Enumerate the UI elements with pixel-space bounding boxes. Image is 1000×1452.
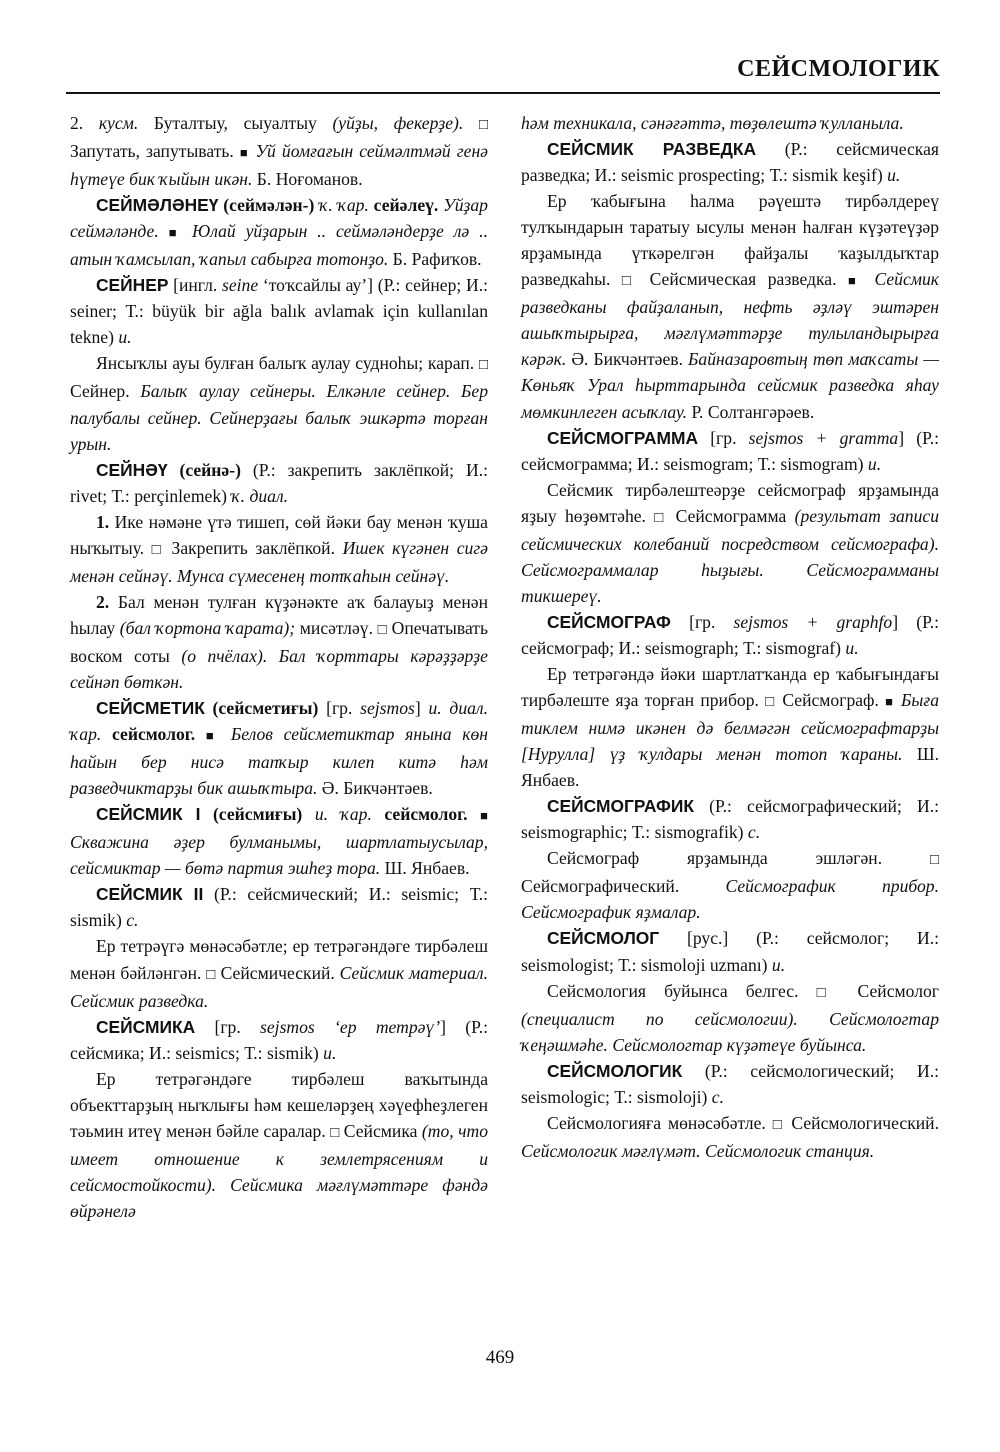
entry-italic: и. bbox=[845, 637, 859, 658]
example-marker-icon bbox=[206, 724, 220, 744]
entry-italic: Байназаровтың төп маҡсаты — Көньяҡ Урал һырттарында сейсмик разведка яһау мөмкинлеген асыҡлау. bbox=[521, 349, 939, 422]
entry-italic: (результат записи сейсмических колебаний посредством сейсмографа). Сейсмограммалар һыҙығы. Сейсмограмманы тикшереү. bbox=[521, 505, 940, 606]
entry-text: Сейсмика bbox=[339, 1120, 422, 1141]
russian-marker-icon bbox=[479, 353, 488, 373]
entry-text: Закрепить заклёпкой. bbox=[163, 537, 343, 558]
entry-italic: sejsmos + graphfo bbox=[733, 611, 893, 632]
entry-bold: (сейсмиғы) bbox=[200, 804, 315, 825]
dictionary-paragraph bbox=[70, 272, 488, 350]
entry-italic: sejsmos + gramma bbox=[748, 427, 899, 448]
headword: СЕЙСМИК I bbox=[96, 804, 201, 825]
headword: СЕЙСМИКА bbox=[96, 1016, 196, 1037]
russian-marker-icon bbox=[206, 963, 216, 983]
entry-text bbox=[182, 221, 192, 241]
entry-bold: (сейсметиғы) bbox=[204, 698, 319, 719]
russian-marker-icon bbox=[773, 1113, 785, 1133]
entry-italic: Ишек күгәнен сигә менән сейнәү. Мунса сүмесенең тотҡаһын сейнәү. bbox=[70, 537, 488, 586]
entry-italic: (уйҙы, фекерҙе). bbox=[332, 113, 464, 133]
dictionary-paragraph bbox=[70, 1066, 488, 1224]
entry-text bbox=[195, 724, 206, 744]
russian-marker-icon bbox=[330, 1121, 339, 1141]
entry-text: Ер тетрәгәндә йәки шартлатҡанда ер ҡабығындағы тирбәлеште яҙа торған прибор. bbox=[521, 663, 939, 711]
entry-text: [гр. bbox=[698, 427, 749, 448]
entry-text: Ә. Бикчәнтәев. bbox=[566, 349, 689, 370]
dictionary-paragraph bbox=[521, 661, 939, 793]
headword: СЕЙСМОГРАММА bbox=[547, 427, 699, 448]
entry-italic: Сейсмографик прибор. Сейсмографик яҙмалар. bbox=[521, 876, 939, 923]
entry-bold: (сеймәлән-) bbox=[218, 195, 320, 216]
headword: СЕЙМӘЛӘНЕҮ bbox=[96, 195, 219, 216]
entry-text: [гр. bbox=[195, 1016, 261, 1037]
entry-italic: с. bbox=[711, 1086, 725, 1107]
dictionary-paragraph bbox=[70, 881, 488, 933]
entry-italic: sejsmos bbox=[360, 698, 415, 719]
entry-text: 2. bbox=[70, 113, 99, 133]
dictionary-paragraph bbox=[521, 110, 939, 136]
dictionary-paragraph bbox=[521, 188, 939, 424]
entry-text: Бал менән тулған күҙәнәкте аҡ балауыҙ менән һылау bbox=[70, 591, 488, 638]
entry-text: Сейсмограф. bbox=[776, 690, 886, 711]
entry-text: Ш. Янбаев. bbox=[380, 858, 470, 879]
entry-text: ] (Р.: сейсмограф; И.: seismograph; Т.: sismograf) bbox=[521, 611, 939, 658]
entry-text: Ә. Бикчәнтәев. bbox=[317, 778, 433, 799]
entry-italic: с. bbox=[747, 822, 761, 843]
russian-marker-icon bbox=[765, 690, 776, 710]
dictionary-paragraph bbox=[70, 933, 488, 1013]
entry-text: (Р.: сейсмологический; И.: seismologic; Т.: sismoloji) bbox=[521, 1060, 939, 1107]
entry-italic: и. bbox=[771, 954, 786, 975]
entry-text bbox=[468, 804, 481, 824]
entry-text: мисәтләү. bbox=[295, 617, 378, 638]
entry-italic: (бал ҡортона ҡарата); bbox=[119, 617, 296, 638]
dictionary-paragraph bbox=[70, 457, 488, 509]
entry-italic: Быға тиклем нимә икәнен дә белмәгән сейсмографтарҙы [Нурулла] үҙ ҡулдары менән тотоп ҡараны. bbox=[521, 690, 940, 765]
dictionary-paragraph bbox=[70, 801, 488, 881]
running-head: СЕЙСМОЛОГИК bbox=[737, 56, 940, 82]
entry-text: Сейсмологический. bbox=[784, 1112, 939, 1133]
dictionary-paragraph bbox=[70, 589, 488, 695]
entry-text bbox=[220, 724, 231, 744]
russian-marker-icon bbox=[930, 848, 939, 868]
example-marker-icon bbox=[480, 804, 488, 824]
dictionary-paragraph bbox=[70, 695, 488, 801]
example-marker-icon bbox=[848, 269, 863, 289]
entry-italic: sejsmos ‘ер тетрәү’ bbox=[260, 1016, 441, 1037]
entry-bold: сейсмолог. bbox=[371, 804, 468, 825]
entry-text: Сейсмологияға мөнәсәбәтле. bbox=[547, 1112, 773, 1133]
entry-text: ] (Р.: сейсмограмма; И.: seismogram; Т.: sismogram) bbox=[521, 427, 939, 474]
page-number: 469 bbox=[485, 1347, 515, 1368]
entry-italic: Сейсмологик мәғлүмәт. Сейсмологик станция. bbox=[521, 1140, 875, 1161]
entry-bold: сейәлеү. bbox=[368, 195, 439, 216]
entry-italic: и. bbox=[867, 453, 882, 474]
dictionary-paragraph bbox=[70, 1014, 488, 1066]
entry-italic: и. bbox=[887, 165, 901, 186]
entry-text bbox=[863, 269, 875, 289]
entry-text: Запутать, запутывать. bbox=[70, 141, 240, 162]
entry-text bbox=[463, 113, 479, 133]
entry-italic: Балыҡ аулау сейнеры. Елкәнле сейнер. Бер палубалы сейнер. Сейнерҙағы балыҡ эшкәртә торған урын. bbox=[70, 381, 488, 454]
entry-italic: ҡ. диал. bbox=[231, 485, 289, 506]
entry-italic: Уй йомғағын сеймәлтмәй генә һүтеүе бик ҡыйын икән. bbox=[70, 141, 488, 190]
entry-italic: и. диал. ҡар. bbox=[70, 698, 488, 745]
entry-italic: кусм. bbox=[98, 113, 139, 133]
entry-italic: Юлай уйҙарын .. сеймәләндерҙе лә .. атын ҡамсылап, ҡапыл сабырға тотонҙо. bbox=[70, 221, 488, 270]
entry-text: ‘тоҡсайлы ау’] (Р.: сейнер; И.: seiner; Т.: büyük bir ağla balık avlamak için kullanılan tekne) bbox=[70, 275, 488, 348]
entry-text: Б. Ноғоманов. bbox=[252, 169, 363, 190]
entry-italic: и. ҡар. bbox=[314, 804, 372, 825]
entry-text bbox=[159, 221, 169, 241]
entry-bold: (сейнә-) bbox=[167, 459, 241, 480]
entry-text: [ингл. bbox=[168, 275, 222, 296]
entry-italic: и. bbox=[118, 327, 132, 348]
dictionary-paragraph bbox=[521, 925, 939, 977]
dictionary-paragraph bbox=[70, 509, 488, 589]
entry-text: Сейсмический. bbox=[215, 962, 340, 983]
entry-italic: Сейсмик материал. Сейсмик разведка. bbox=[70, 962, 488, 1011]
headword: СЕЙНӘҮ bbox=[96, 459, 168, 480]
example-marker-icon bbox=[885, 690, 895, 710]
entry-italic: и. bbox=[323, 1042, 337, 1063]
headword: СЕЙСМОЛОГ bbox=[547, 928, 660, 949]
entry-text: ] bbox=[414, 698, 429, 719]
entry-text: (Р.: сейсмическая разведка; И.: seismic prospecting; Т.: sismik keşif) bbox=[521, 139, 939, 186]
entry-text: (Р.: сейсмический; И.: seismic; Т.: sismik) bbox=[70, 884, 488, 931]
entry-text: [гр. bbox=[670, 611, 734, 632]
entry-text: ] (Р.: сейсмика; И.: seismics; Т.: sismik) bbox=[70, 1016, 488, 1063]
russian-marker-icon bbox=[378, 618, 387, 638]
entry-text: Ер тетрәүгә мөнәсәбәтле; ер тетрәгәндәге тирбәлеш менән бәйләнгән. bbox=[70, 936, 488, 983]
entry-italic: һәм техникала, сәнәғәттә, төҙөлештә ҡулланыла. bbox=[521, 113, 904, 133]
entry-italic: (о пчёлах). Бал ҡорттары кәрәҙҙәрҙе сейнәп бөткән. bbox=[70, 645, 488, 692]
entry-italic: с. bbox=[126, 910, 139, 931]
entry-text: Сейсмограф ярҙамында эшләгән. bbox=[547, 848, 930, 869]
entry-italic: Уйҙар сеймәләнде. bbox=[70, 195, 488, 242]
entry-text: Ш. Янбаев. bbox=[521, 744, 939, 791]
entry-text: (Р.: закрепить заклёпкой; И.: rivet; Т.: perçinlemek) bbox=[70, 459, 488, 506]
headword: СЕЙСМОГРАФ bbox=[547, 611, 671, 632]
dictionary-paragraph bbox=[521, 793, 939, 845]
entry-text: Б. Рафиҡов. bbox=[388, 249, 482, 270]
entry-text: Сейсмолог bbox=[839, 980, 939, 1001]
entry-bold: сейсмолог. bbox=[101, 724, 196, 745]
entry-text: Сейсмографический. bbox=[521, 876, 726, 897]
example-marker-icon bbox=[169, 221, 182, 241]
entry-text: [рус.] (Р.: сейсмолог; И.: seismologist; Т.: sismoloji uzmanı) bbox=[521, 928, 939, 975]
entry-italic: Сейсмик разведканы файҙаланып, нефть әҙләү эштәрен ашыҡтырырға, мәғлүмәттәрҙе тулыландырырға кәрәк. bbox=[521, 269, 940, 370]
entry-bold: 2. bbox=[96, 591, 110, 612]
dictionary-paragraph bbox=[521, 609, 939, 661]
example-marker-icon bbox=[240, 141, 250, 161]
entry-text: Сейсмограмма bbox=[667, 505, 795, 526]
dictionary-paragraph bbox=[521, 978, 939, 1058]
dictionary-paragraph bbox=[70, 350, 488, 456]
headword: СЕЙСМИК II bbox=[96, 884, 204, 905]
entry-bold: 1. bbox=[96, 511, 110, 532]
entry-text: Сейсмик тирбәлештеәрҙе сейсмограф ярҙамында яҙыу һөҙөмтәһе. bbox=[521, 479, 939, 526]
dictionary-paragraph bbox=[521, 845, 939, 925]
entry-italic: (специалист по сейсмологии). Сейсмологтар ҡеңәшмәһе. Сейсмологтар күҙәтеүе буйынса. bbox=[521, 1008, 939, 1055]
entry-text: Ике нәмәне үтә тишеп, сөй йәки бау менән ҡуша ныҡытыу. bbox=[70, 511, 488, 558]
entry-text: Буталтыу, сыуалтыу bbox=[138, 113, 333, 133]
dictionary-paragraph bbox=[521, 136, 939, 188]
entry-italic: (то, что имеет отношение к землетрясениям и сейсмостойкости). Сейсмика мәғлүмәттәре фәндә өйрәнелә bbox=[70, 1120, 489, 1221]
headword: СЕЙНЕР bbox=[96, 275, 169, 296]
russian-marker-icon bbox=[152, 538, 164, 558]
headword: СЕЙСМОЛОГИК bbox=[547, 1060, 683, 1081]
dictionary-paragraph bbox=[521, 1058, 939, 1110]
headword: СЕЙСМОГРАФИК bbox=[547, 796, 695, 817]
entry-text: Опечатывать воском соты bbox=[70, 617, 489, 666]
entry-italic: Белов сейсметиктар янына көн һайын бер нисә тапҡыр килеп китә һәм разведчиктарҙы бик ашыҡтыра. bbox=[70, 724, 488, 799]
left-column bbox=[70, 110, 488, 1224]
headword: СЕЙСМИК РАЗВЕДКА bbox=[547, 139, 757, 160]
page-header bbox=[66, 56, 940, 94]
russian-marker-icon bbox=[479, 113, 488, 133]
right-column bbox=[521, 110, 939, 1164]
entry-italic: seine bbox=[222, 275, 259, 296]
dictionary-paragraph bbox=[70, 110, 488, 192]
entry-text: Сейнер. bbox=[70, 381, 141, 402]
russian-marker-icon bbox=[622, 269, 638, 289]
dictionary-paragraph bbox=[521, 477, 939, 609]
entry-text: Сейсмология буйынса белгес. bbox=[547, 980, 817, 1001]
russian-marker-icon bbox=[654, 506, 667, 526]
headword: СЕЙСМЕТИК bbox=[96, 698, 205, 719]
dictionary-paragraph bbox=[521, 1110, 939, 1164]
dictionary-paragraph bbox=[521, 425, 939, 477]
entry-text: (Р.: сейсмографический; И.: seismographic; Т.: sismografik) bbox=[521, 796, 939, 843]
entry-italic: ҡ. ҡар. bbox=[319, 195, 369, 216]
dictionary-paragraph bbox=[70, 192, 488, 272]
entry-text: Ер тетрәгәндәге тирбәлеш ваҡытында объекттарҙың ныҡлығы һәм кешеләрҙең хәүефһеҙлеген тәьмин итеү менән бәйле саралар. bbox=[70, 1068, 488, 1141]
entry-text: Р. Солтангәрәев. bbox=[687, 401, 815, 422]
entry-text: Янсыҡлы ауы булған балыҡ аулау судноһы; карап. bbox=[96, 353, 479, 374]
entry-italic: Скважина әҙер булманымы, шартлатыусылар, сейсмиктар — бөтә партия эшһеҙ тора. bbox=[70, 832, 488, 879]
entry-text: [гр. bbox=[318, 698, 361, 719]
russian-marker-icon bbox=[817, 981, 840, 1001]
entry-text: Сейсмическая разведка. bbox=[638, 269, 848, 290]
entry-text: Ер ҡабығына һалма рәүештә тирбәлдереү тулҡындарын таратыу ысулы менән һалған күҙәтеүҙәр ярҙамында үткәрелгән файҙалы ҡаҙылдыҡтар разведкаһы. bbox=[521, 191, 939, 290]
